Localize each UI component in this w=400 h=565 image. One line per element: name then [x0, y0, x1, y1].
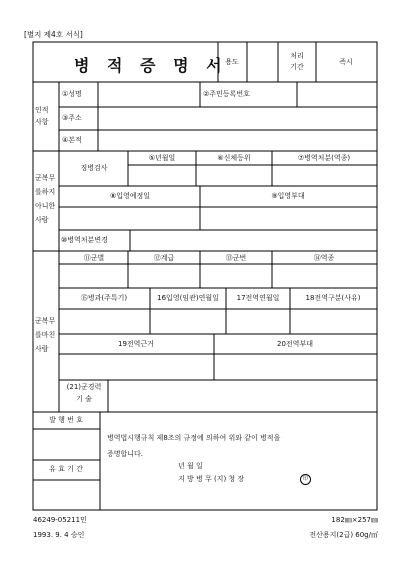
non-service-line4: 사람: [35, 216, 49, 224]
branch-label: ⑪군별: [83, 254, 105, 262]
processing-label-1: 처리: [290, 52, 304, 60]
document-title: 병 적 증 명 서: [74, 56, 228, 75]
personal-section-line1: 인적: [35, 106, 49, 114]
domicile-label: ④본적: [62, 136, 82, 144]
seal-mark: 印: [300, 474, 311, 485]
career-label-line2: 기 술: [76, 395, 92, 403]
approval-date: 1993. 9. 4 승인: [33, 531, 85, 539]
rank-label: ⑫계급: [153, 254, 175, 262]
served-line1: 군복무: [35, 317, 56, 325]
exam-date-label: ⑤년월일: [148, 154, 176, 162]
paper-spec: 전산용지(2급) 60g/㎡: [309, 531, 378, 539]
disposition-change-label: ⑩병역처분변경: [61, 236, 108, 244]
address-label: ③주소: [62, 114, 82, 122]
processing-value: 즉시: [339, 58, 353, 66]
statement-line1: 병역법시행규칙 제8조의 규정에 의하여 위와 같이 병적을: [107, 434, 281, 442]
discharge-ymd-label: 17전역연월일: [236, 294, 280, 302]
purpose-label: 용도: [225, 58, 239, 66]
non-service-line2: 를하지: [35, 188, 56, 196]
specialty-label: ⑮병과(주특기): [80, 294, 128, 302]
enlist-ymd-label: 16입영(임관)연월일: [157, 294, 219, 302]
name-label: ①성명: [62, 90, 82, 98]
date-line: 년 월 일: [178, 462, 203, 470]
resident-number-label: ②주민등록번호: [203, 90, 250, 98]
form-number: 46249-05211민: [33, 516, 87, 524]
career-label-line1: (21)군경력: [66, 383, 102, 391]
enlist-unit-label: ⑨입영부대: [271, 192, 305, 200]
service-number-label: ⑬군번: [225, 254, 247, 262]
issue-number-label: 발 행 번 호: [49, 416, 83, 424]
validity-label: 유 효 기 간: [49, 465, 83, 473]
served-line3: 사람: [35, 345, 49, 353]
body-grade-label: ⑥신체등위: [217, 154, 251, 162]
discharge-unit-label: 20전역부대: [277, 340, 313, 348]
draft-exam-label: 징병검사: [80, 164, 108, 172]
non-service-line1: 군복무: [35, 174, 56, 182]
service-type-label: ⑭역종: [313, 254, 335, 262]
statement-line2: 증명합니다.: [107, 450, 144, 458]
enlist-date-label: ⑧입영예정일: [109, 192, 151, 200]
final-duty-label: 19전역근거: [118, 340, 154, 348]
personal-section-line2: 사항: [35, 118, 49, 126]
processing-label-2: 기간: [290, 63, 304, 71]
non-service-line3: 아니한: [35, 202, 56, 210]
served-line2: 를마친: [35, 331, 56, 339]
paper-size: 182㎜×257㎜: [331, 516, 378, 524]
form-code: [별지 제4호 서식]: [24, 30, 83, 39]
issuer-label: 지 방 병 무 (지) 청 장: [178, 475, 245, 483]
disposition-label: ⑦병역처분(역종): [297, 154, 351, 162]
discharge-type-label: 18전역구분(사유): [305, 294, 361, 302]
